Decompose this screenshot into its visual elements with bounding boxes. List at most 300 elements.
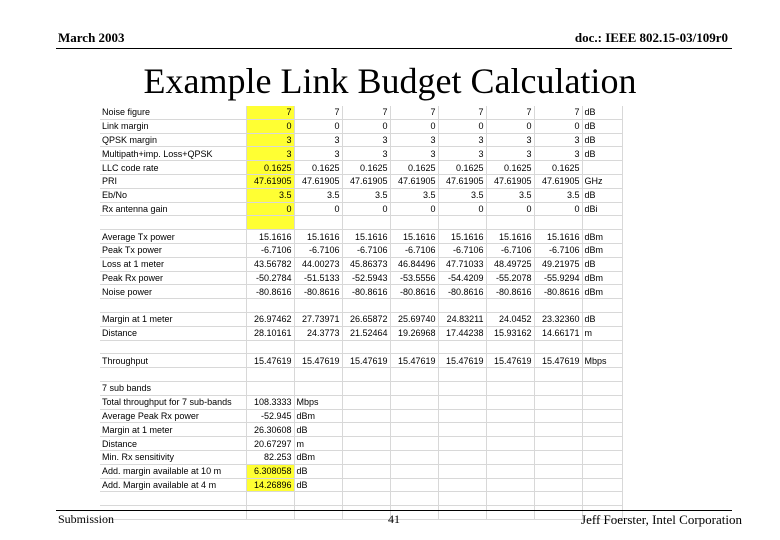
table-cell bbox=[342, 492, 390, 506]
row-label: Peak Rx power bbox=[100, 271, 246, 285]
table-cell bbox=[438, 395, 486, 409]
table-cell: 6.308058 bbox=[246, 464, 294, 478]
table-cell bbox=[342, 395, 390, 409]
table-cell bbox=[534, 340, 582, 354]
table-cell bbox=[390, 340, 438, 354]
unit-cell: dBm bbox=[582, 271, 622, 285]
unit-cell: dBm bbox=[582, 243, 622, 257]
row-label: Average Peak Rx power bbox=[100, 409, 246, 423]
row-label bbox=[100, 492, 246, 506]
table-cell bbox=[534, 299, 582, 313]
table-cell bbox=[246, 368, 294, 382]
row-label: Peak Tx power bbox=[100, 243, 246, 257]
table-cell bbox=[246, 216, 294, 230]
table-cell: 24.3773 bbox=[294, 326, 342, 340]
header-date: March 2003 bbox=[58, 30, 125, 45]
link-budget-table bbox=[100, 106, 623, 520]
table-cell: 47.61905 bbox=[534, 174, 582, 188]
table-cell: 3 bbox=[294, 133, 342, 147]
table-cell: 0.1625 bbox=[294, 161, 342, 175]
table-cell: 3 bbox=[390, 133, 438, 147]
table-cell: 15.47619 bbox=[438, 354, 486, 368]
table-cell: 0 bbox=[342, 202, 390, 216]
table-cell: 0 bbox=[342, 119, 390, 133]
table-cell: 7 bbox=[438, 106, 486, 119]
table-cell: -6.7106 bbox=[438, 243, 486, 257]
table-cell bbox=[486, 464, 534, 478]
table-cell bbox=[438, 381, 486, 395]
table-cell: 0 bbox=[390, 202, 438, 216]
table-cell: -6.7106 bbox=[246, 243, 294, 257]
table-cell: 0.1625 bbox=[534, 161, 582, 175]
unit-cell bbox=[582, 299, 622, 313]
table-cell: 3.5 bbox=[486, 188, 534, 202]
table-cell: 47.61905 bbox=[438, 174, 486, 188]
table-row bbox=[100, 202, 622, 216]
table-cell bbox=[534, 464, 582, 478]
table-cell bbox=[390, 437, 438, 451]
table-cell bbox=[390, 478, 438, 492]
table-cell bbox=[246, 381, 294, 395]
table-cell bbox=[438, 368, 486, 382]
table-cell: 0.1625 bbox=[438, 161, 486, 175]
table-cell bbox=[486, 409, 534, 423]
table-cell: dB bbox=[294, 464, 342, 478]
table-cell bbox=[294, 506, 342, 520]
table-cell: 0 bbox=[246, 202, 294, 216]
unit-cell: dB bbox=[582, 106, 622, 119]
table-cell bbox=[438, 216, 486, 230]
unit-cell: dBi bbox=[582, 202, 622, 216]
unit-cell bbox=[582, 161, 622, 175]
table-cell: 0 bbox=[390, 119, 438, 133]
table-cell bbox=[342, 464, 390, 478]
table-cell bbox=[390, 216, 438, 230]
table-cell: 3.5 bbox=[342, 188, 390, 202]
table-cell: 25.69740 bbox=[390, 312, 438, 326]
table-row bbox=[100, 506, 622, 520]
table-cell: -80.8616 bbox=[294, 285, 342, 299]
table-cell: 3 bbox=[534, 147, 582, 161]
table-cell: dBm bbox=[294, 409, 342, 423]
table-cell: -6.7106 bbox=[534, 243, 582, 257]
table-cell: 23.32360 bbox=[534, 312, 582, 326]
page-number: 41 bbox=[388, 512, 400, 526]
row-label bbox=[100, 216, 246, 230]
table-cell bbox=[438, 409, 486, 423]
table-cell bbox=[342, 299, 390, 313]
table-cell bbox=[342, 437, 390, 451]
table-cell: 46.84496 bbox=[390, 257, 438, 271]
table-cell bbox=[438, 423, 486, 437]
row-label bbox=[100, 368, 246, 382]
table-cell: 82.253 bbox=[246, 450, 294, 464]
table-cell bbox=[246, 506, 294, 520]
unit-cell bbox=[582, 423, 622, 437]
slide-title: Example Link Budget Calculation bbox=[143, 61, 637, 101]
row-label: Loss at 1 meter bbox=[100, 257, 246, 271]
table-cell: 15.1616 bbox=[534, 230, 582, 244]
table-row bbox=[100, 216, 622, 230]
table-row bbox=[100, 395, 622, 409]
row-label bbox=[100, 506, 246, 520]
table-cell bbox=[294, 216, 342, 230]
table-cell: 3 bbox=[294, 147, 342, 161]
row-label: Total throughput for 7 sub-bands bbox=[100, 395, 246, 409]
table-cell: 26.65872 bbox=[342, 312, 390, 326]
table-cell bbox=[486, 340, 534, 354]
table-row bbox=[100, 257, 622, 271]
table-row bbox=[100, 174, 622, 188]
table-cell bbox=[342, 381, 390, 395]
table-cell: 0.1625 bbox=[486, 161, 534, 175]
table-cell: 7 bbox=[246, 106, 294, 119]
row-label: Min. Rx sensitivity bbox=[100, 450, 246, 464]
unit-cell: dB bbox=[582, 257, 622, 271]
unit-cell bbox=[582, 437, 622, 451]
table-cell: 49.21975 bbox=[534, 257, 582, 271]
table-row bbox=[100, 368, 622, 382]
unit-cell: Mbps bbox=[582, 354, 622, 368]
table-cell bbox=[534, 423, 582, 437]
table-row bbox=[100, 312, 622, 326]
table-cell: 15.47619 bbox=[390, 354, 438, 368]
table-cell: dB bbox=[294, 478, 342, 492]
table-cell bbox=[390, 492, 438, 506]
table-cell bbox=[534, 368, 582, 382]
table-row bbox=[100, 437, 622, 451]
row-label: Noise power bbox=[100, 285, 246, 299]
table-row bbox=[100, 340, 622, 354]
unit-cell: dBm bbox=[582, 230, 622, 244]
table-cell bbox=[342, 450, 390, 464]
row-label: QPSK margin bbox=[100, 133, 246, 147]
table-cell: 43.56782 bbox=[246, 257, 294, 271]
table-cell bbox=[438, 437, 486, 451]
table-cell: Mbps bbox=[294, 395, 342, 409]
table-cell: 26.97462 bbox=[246, 312, 294, 326]
table-cell bbox=[342, 409, 390, 423]
table-cell: 47.71033 bbox=[438, 257, 486, 271]
table-cell: 3 bbox=[342, 133, 390, 147]
table-row bbox=[100, 147, 622, 161]
table-row bbox=[100, 409, 622, 423]
table-cell: 0 bbox=[294, 202, 342, 216]
row-label: Throughput bbox=[100, 354, 246, 368]
table-cell: 0 bbox=[486, 119, 534, 133]
table-cell: 7 bbox=[390, 106, 438, 119]
table-cell: 47.61905 bbox=[294, 174, 342, 188]
table-cell: 0 bbox=[294, 119, 342, 133]
table-row bbox=[100, 243, 622, 257]
row-label: Margin at 1 meter bbox=[100, 423, 246, 437]
table-cell: -80.8616 bbox=[246, 285, 294, 299]
table-cell: -50.2784 bbox=[246, 271, 294, 285]
table-cell: 14.66171 bbox=[534, 326, 582, 340]
table-cell: 3.5 bbox=[438, 188, 486, 202]
table-cell: 28.10161 bbox=[246, 326, 294, 340]
table-row bbox=[100, 119, 622, 133]
table-cell bbox=[294, 368, 342, 382]
table-row bbox=[100, 326, 622, 340]
table-cell bbox=[438, 340, 486, 354]
table-cell bbox=[246, 492, 294, 506]
table-cell: -51.5133 bbox=[294, 271, 342, 285]
table-cell bbox=[534, 506, 582, 520]
table-cell bbox=[486, 395, 534, 409]
table-cell: 15.47619 bbox=[246, 354, 294, 368]
table-cell: -80.8616 bbox=[486, 285, 534, 299]
table-cell: 0 bbox=[534, 119, 582, 133]
row-label: Noise figure bbox=[100, 106, 246, 119]
unit-cell: m bbox=[582, 326, 622, 340]
table-cell bbox=[486, 368, 534, 382]
footer-rule bbox=[56, 510, 732, 511]
table-cell bbox=[438, 464, 486, 478]
table-cell bbox=[294, 381, 342, 395]
table-row bbox=[100, 492, 622, 506]
unit-cell: dB bbox=[582, 147, 622, 161]
unit-cell bbox=[582, 492, 622, 506]
table-cell: 15.47619 bbox=[294, 354, 342, 368]
table-row bbox=[100, 299, 622, 313]
table-cell bbox=[486, 381, 534, 395]
table-cell bbox=[534, 478, 582, 492]
header-doc-id: doc.: IEEE 802.15-03/109r0 bbox=[574, 30, 728, 45]
table-cell bbox=[534, 216, 582, 230]
table-cell: 3 bbox=[486, 147, 534, 161]
table-cell: 15.47619 bbox=[534, 354, 582, 368]
table-cell bbox=[534, 492, 582, 506]
table-row bbox=[100, 133, 622, 147]
table-row bbox=[100, 478, 622, 492]
table-cell: 0 bbox=[438, 119, 486, 133]
table-cell: 15.1616 bbox=[390, 230, 438, 244]
table-cell bbox=[534, 395, 582, 409]
table-cell bbox=[486, 299, 534, 313]
unit-cell bbox=[582, 368, 622, 382]
header-rule bbox=[56, 48, 732, 49]
table-cell: 15.47619 bbox=[486, 354, 534, 368]
table-cell bbox=[294, 340, 342, 354]
table-cell: 15.47619 bbox=[342, 354, 390, 368]
table-cell: 0.1625 bbox=[342, 161, 390, 175]
table-cell bbox=[294, 299, 342, 313]
unit-cell: dBm bbox=[582, 285, 622, 299]
table-cell: 47.61905 bbox=[342, 174, 390, 188]
table-cell: 44.00273 bbox=[294, 257, 342, 271]
table-cell: 15.1616 bbox=[486, 230, 534, 244]
table-cell: 24.0452 bbox=[486, 312, 534, 326]
table-cell: -52.945 bbox=[246, 409, 294, 423]
table-cell: -52.5943 bbox=[342, 271, 390, 285]
table-cell: -6.7106 bbox=[294, 243, 342, 257]
unit-cell bbox=[582, 381, 622, 395]
table-cell: -54.4209 bbox=[438, 271, 486, 285]
table-cell: 26.30608 bbox=[246, 423, 294, 437]
table-cell: 3.5 bbox=[534, 188, 582, 202]
table-cell: -55.2078 bbox=[486, 271, 534, 285]
table-cell bbox=[294, 492, 342, 506]
table-cell: 7 bbox=[486, 106, 534, 119]
table-cell bbox=[486, 492, 534, 506]
table-row bbox=[100, 188, 622, 202]
table-cell: 27.73971 bbox=[294, 312, 342, 326]
table-cell bbox=[390, 381, 438, 395]
table-cell: 3 bbox=[390, 147, 438, 161]
table-cell bbox=[390, 464, 438, 478]
table-cell: 47.61905 bbox=[486, 174, 534, 188]
table-cell bbox=[438, 478, 486, 492]
table-row bbox=[100, 271, 622, 285]
table-cell: -6.7106 bbox=[342, 243, 390, 257]
unit-cell bbox=[582, 340, 622, 354]
table-cell: 3 bbox=[342, 147, 390, 161]
table-cell bbox=[390, 423, 438, 437]
unit-cell: dB bbox=[582, 312, 622, 326]
unit-cell: dB bbox=[582, 188, 622, 202]
table-cell: 3 bbox=[438, 147, 486, 161]
table-cell bbox=[342, 423, 390, 437]
table-cell: 15.1616 bbox=[438, 230, 486, 244]
table-row bbox=[100, 230, 622, 244]
table-cell: 3.5 bbox=[246, 188, 294, 202]
table-cell: 3 bbox=[486, 133, 534, 147]
table-cell: 47.61905 bbox=[390, 174, 438, 188]
table-cell: dB bbox=[294, 423, 342, 437]
table-cell bbox=[246, 299, 294, 313]
table-cell: 20.67297 bbox=[246, 437, 294, 451]
table-cell: 15.1616 bbox=[342, 230, 390, 244]
table-cell bbox=[486, 437, 534, 451]
unit-cell bbox=[582, 478, 622, 492]
table-row bbox=[100, 381, 622, 395]
row-label: Rx antenna gain bbox=[100, 202, 246, 216]
table-cell bbox=[534, 437, 582, 451]
table-cell bbox=[246, 340, 294, 354]
row-label: Distance bbox=[100, 326, 246, 340]
table-cell bbox=[486, 216, 534, 230]
table-cell bbox=[342, 368, 390, 382]
table-cell bbox=[534, 450, 582, 464]
row-label: Multipath+imp. Loss+QPSK bbox=[100, 147, 246, 161]
unit-cell: dB bbox=[582, 133, 622, 147]
unit-cell: GHz bbox=[582, 174, 622, 188]
table-cell: 3.5 bbox=[390, 188, 438, 202]
table-cell bbox=[438, 450, 486, 464]
table-cell: 15.93162 bbox=[486, 326, 534, 340]
table-cell bbox=[342, 506, 390, 520]
table-cell bbox=[390, 368, 438, 382]
unit-cell bbox=[582, 409, 622, 423]
table-row bbox=[100, 285, 622, 299]
table-row bbox=[100, 161, 622, 175]
table-cell bbox=[438, 299, 486, 313]
table-cell: 0.1625 bbox=[246, 161, 294, 175]
unit-cell bbox=[582, 464, 622, 478]
table-row bbox=[100, 450, 622, 464]
table-cell bbox=[486, 478, 534, 492]
unit-cell bbox=[582, 395, 622, 409]
table-cell bbox=[438, 492, 486, 506]
row-label: Distance bbox=[100, 437, 246, 451]
table-cell: 47.61905 bbox=[246, 174, 294, 188]
table-cell: -6.7106 bbox=[390, 243, 438, 257]
table-cell: dBm bbox=[294, 450, 342, 464]
table-cell: 24.83211 bbox=[438, 312, 486, 326]
table-cell: 48.49725 bbox=[486, 257, 534, 271]
table-cell bbox=[390, 409, 438, 423]
table-cell: 15.1616 bbox=[246, 230, 294, 244]
table-cell bbox=[486, 423, 534, 437]
table-cell: 14.26896 bbox=[246, 478, 294, 492]
table-cell bbox=[534, 409, 582, 423]
table-cell: 0 bbox=[534, 202, 582, 216]
row-label: Add. Margin available at 4 m bbox=[100, 478, 246, 492]
table-cell: -80.8616 bbox=[438, 285, 486, 299]
table-cell: 45.86373 bbox=[342, 257, 390, 271]
unit-cell bbox=[582, 450, 622, 464]
table-cell: 21.52464 bbox=[342, 326, 390, 340]
row-label bbox=[100, 340, 246, 354]
table-row bbox=[100, 423, 622, 437]
table-cell: 19.26968 bbox=[390, 326, 438, 340]
row-label bbox=[100, 299, 246, 313]
table-cell: 0.1625 bbox=[390, 161, 438, 175]
table-cell: 0 bbox=[438, 202, 486, 216]
table-cell: -55.9294 bbox=[534, 271, 582, 285]
table-cell: -80.8616 bbox=[390, 285, 438, 299]
table-row bbox=[100, 464, 622, 478]
table-cell: 0 bbox=[486, 202, 534, 216]
row-label: Link margin bbox=[100, 119, 246, 133]
unit-cell: dB bbox=[582, 119, 622, 133]
row-label: Average Tx power bbox=[100, 230, 246, 244]
table-cell: 7 bbox=[534, 106, 582, 119]
table-row bbox=[100, 106, 622, 119]
table-row bbox=[100, 354, 622, 368]
table-cell: -80.8616 bbox=[342, 285, 390, 299]
table-cell bbox=[342, 478, 390, 492]
row-label: 7 sub bands bbox=[100, 381, 246, 395]
table-cell: 3 bbox=[246, 133, 294, 147]
table-cell: -6.7106 bbox=[486, 243, 534, 257]
table-cell bbox=[390, 395, 438, 409]
table-cell bbox=[342, 340, 390, 354]
footer-author: Jeff Foerster, Intel Corporation bbox=[581, 512, 742, 527]
row-label: Margin at 1 meter bbox=[100, 312, 246, 326]
row-label: LLC code rate bbox=[100, 161, 246, 175]
table-cell bbox=[486, 506, 534, 520]
table-cell bbox=[534, 381, 582, 395]
table-cell: 7 bbox=[294, 106, 342, 119]
table-cell: 3.5 bbox=[294, 188, 342, 202]
row-label: Eb/No bbox=[100, 188, 246, 202]
table-cell bbox=[486, 450, 534, 464]
row-label: PRI bbox=[100, 174, 246, 188]
table-cell bbox=[342, 216, 390, 230]
table-cell: m bbox=[294, 437, 342, 451]
table-cell: 3 bbox=[534, 133, 582, 147]
table-cell: 3 bbox=[438, 133, 486, 147]
table-cell: 15.1616 bbox=[294, 230, 342, 244]
row-label: Add. margin available at 10 m bbox=[100, 464, 246, 478]
table-cell: 17.44238 bbox=[438, 326, 486, 340]
table-cell: -80.8616 bbox=[534, 285, 582, 299]
table-cell: 3 bbox=[246, 147, 294, 161]
unit-cell bbox=[582, 216, 622, 230]
table-cell: 108.3333 bbox=[246, 395, 294, 409]
